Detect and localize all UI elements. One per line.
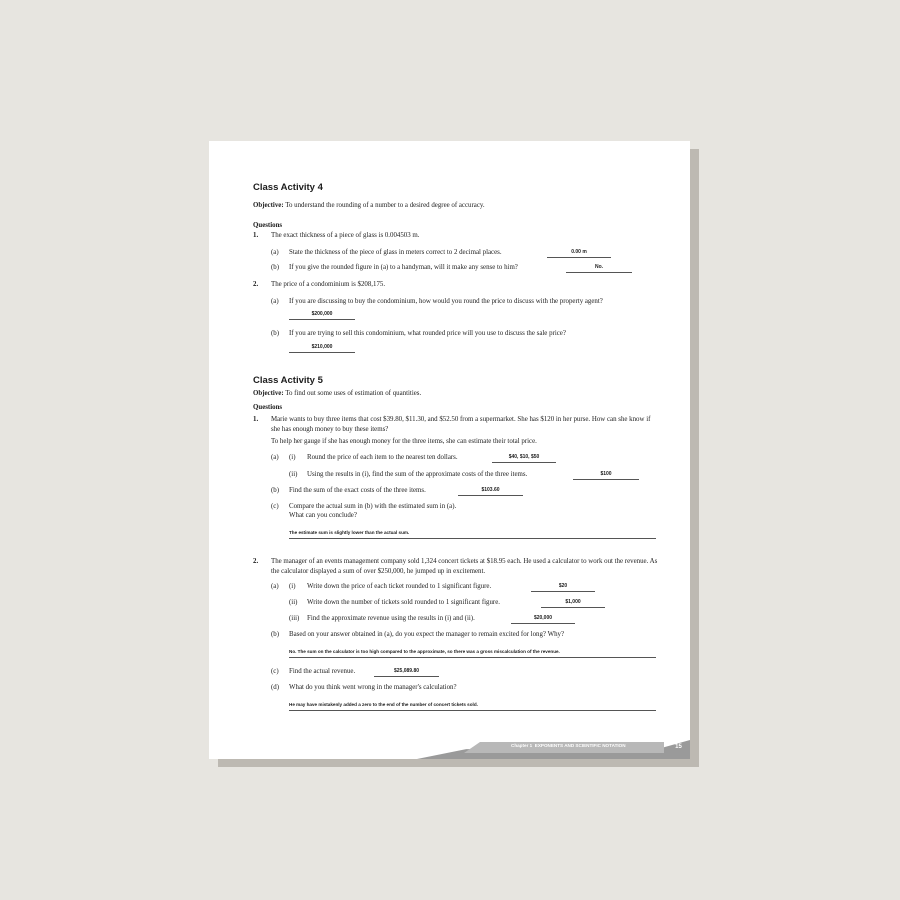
subpart-label: (ii) <box>289 471 298 478</box>
activity-5-objective <box>253 389 421 398</box>
part-label: (a) <box>271 249 279 256</box>
part-text: Find the actual revenue. <box>289 668 356 675</box>
answer-field: $25,089.80 <box>374 666 439 677</box>
question-text: The exact thickness of a piece of glass is 0.004503 m. <box>271 232 420 239</box>
footer-chapter <box>511 743 626 748</box>
questions-heading: Questions <box>253 222 283 229</box>
question-number: 1. <box>253 232 259 239</box>
answer-field: $40, $10, $50 <box>492 452 556 463</box>
part-text: Write down the price of each ticket rounded to 1 significant figure. <box>307 583 492 590</box>
subpart-label: (i) <box>289 583 296 590</box>
part-text: If you are trying to sell this condominium, what rounded price will you use to discuss the sale price? <box>289 330 566 337</box>
answer-line: No. The sum on the calculator is too high compared to the approximate, so there was a gross miscalculation of the revenue. <box>289 647 656 658</box>
part-text: Write down the number of tickets sold rounded to 1 significant figure. <box>307 599 500 606</box>
part-text: Compare the actual sum in (b) with the estimated sum in (a). <box>289 503 457 510</box>
part-text: Using the results in (i), find the sum of the approximate costs of the three items. <box>307 471 528 478</box>
subpart-label: (i) <box>289 454 296 461</box>
answer-line: The estimate sum is slightly lower than the actual sum. <box>289 528 656 539</box>
part-text: What can you conclude? <box>289 512 357 519</box>
answer-field: $100 <box>573 469 639 480</box>
questions-heading: Questions <box>253 404 283 411</box>
chapter-label: Chapter 1 <box>511 743 533 748</box>
answer-field: 0.00 m <box>547 247 611 258</box>
part-label: (b) <box>271 330 280 337</box>
activity-4-title: Class Activity 4 <box>253 182 323 193</box>
part-text: State the thickness of the piece of glass in meters correct to 2 decimal places. <box>289 249 502 256</box>
part-label: (a) <box>271 583 279 590</box>
part-text: Round the price of each item to the nearest ten dollars. <box>307 454 458 461</box>
objective-label: Objective: <box>253 390 284 397</box>
part-label: (b) <box>271 264 280 271</box>
answer-field: No. <box>566 262 632 273</box>
part-text: If you are discussing to buy the condominium, how would you round the price to discuss with the property agent? <box>289 298 603 305</box>
part-text: Based on your answer obtained in (a), do you expect the manager to remain excited for long? Why? <box>289 631 565 638</box>
part-text: What do you think went wrong in the manager's calculation? <box>289 684 457 691</box>
activity-4-objective <box>253 201 485 210</box>
answer-field: $210,000 <box>289 342 355 353</box>
answer-field: $1,000 <box>541 597 605 608</box>
part-label: (a) <box>271 298 279 305</box>
subpart-label: (iii) <box>289 615 300 622</box>
part-label: (a) <box>271 454 279 461</box>
objective-text: To find out some uses of estimation of quantities. <box>285 390 422 397</box>
part-text: If you give the rounded figure in (a) to a handyman, will it make any sense to him? <box>289 264 518 271</box>
answer-field: $20 <box>531 581 595 592</box>
activity-5-title: Class Activity 5 <box>253 375 323 386</box>
question-help: To help her gauge if she has enough money for the three items, she can estimate their total price. <box>271 438 537 445</box>
answer-line: He may have mistakenly added a zero to the end of the number of concert tickets sold. <box>289 700 656 711</box>
question-text: The manager of an events management company sold 1,324 concert tickets at $18.95 each. He used a calculator to work out the revenue. As the calculator displayed a sum of over $250,000, he jumped up in excitement. <box>271 558 658 575</box>
part-label: (d) <box>271 684 280 691</box>
part-label: (c) <box>271 503 279 510</box>
worksheet-page <box>209 141 690 759</box>
part-label: (b) <box>271 631 280 638</box>
question-text: Marie wants to buy three items that cost $39.80, $11.30, and $52.50 from a supermarket. She has $120 in her purse. How can she know if she has enough money to buy these items? <box>271 416 651 433</box>
page-number: 15 <box>675 744 682 750</box>
part-text: Find the approximate revenue using the results in (i) and (ii). <box>307 615 475 622</box>
question-number: 2. <box>253 281 259 288</box>
question-number: 2. <box>253 558 259 565</box>
question-text: The price of a condominium is $208,175. <box>271 281 386 288</box>
objective-text: To understand the rounding of a number to a desired degree of accuracy. <box>285 202 485 209</box>
part-label: (b) <box>271 487 280 494</box>
answer-field: $20,000 <box>511 613 575 624</box>
chapter-title: EXPONENTS AND SCIENTIFIC NOTATION <box>534 743 626 748</box>
answer-field: $103.60 <box>458 485 523 496</box>
objective-label: Objective: <box>253 202 284 209</box>
subpart-label: (ii) <box>289 599 298 606</box>
answer-field: $200,000 <box>289 309 355 320</box>
question-number: 1. <box>253 416 259 423</box>
part-label: (c) <box>271 668 279 675</box>
part-text: Find the sum of the exact costs of the three items. <box>289 487 426 494</box>
